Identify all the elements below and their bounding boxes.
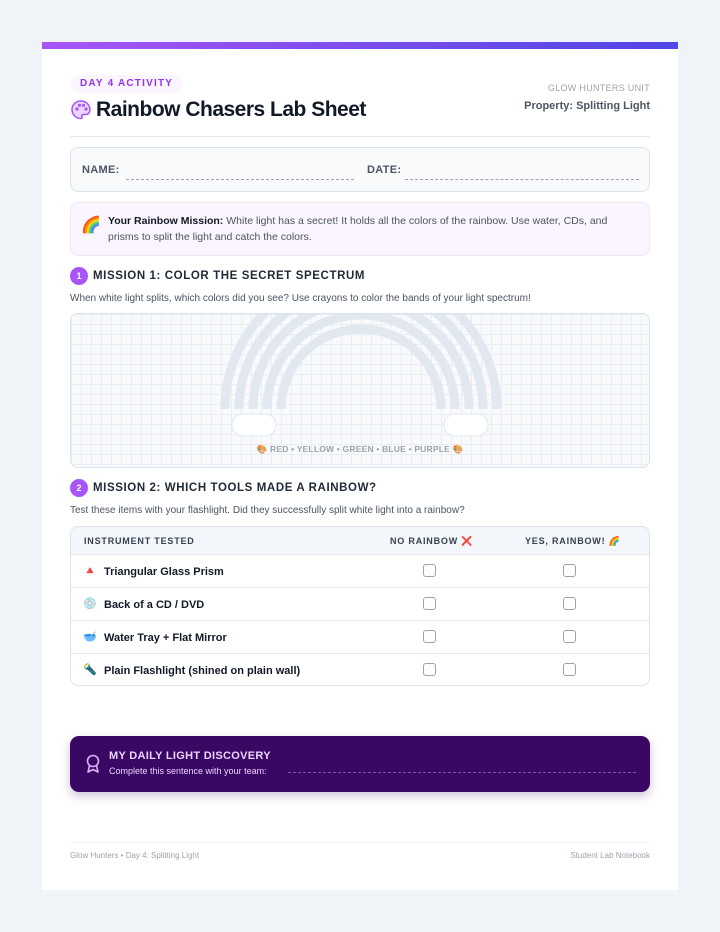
no-rainbow-checkbox[interactable] [423, 630, 436, 643]
no-rainbow-checkbox[interactable] [423, 663, 436, 676]
yes-rainbow-checkbox[interactable] [563, 597, 576, 610]
prism-icon: 🔺 [83, 565, 97, 577]
yes-rainbow-checkbox[interactable] [563, 663, 576, 676]
discovery-subtitle: Complete this sentence with your team: [109, 766, 267, 776]
instrument-table [70, 526, 650, 686]
mission1-number-badge: 1 [70, 267, 88, 285]
top-accent-bar [42, 42, 678, 49]
date-label: DATE: [367, 164, 402, 176]
column-header-yes-rainbow: YES, RAINBOW! 🌈 [525, 536, 621, 546]
water-bowl-icon: 🥣 [83, 631, 97, 643]
mission-intro-lead: Your Rainbow Mission: [108, 215, 224, 227]
name-label: NAME: [82, 164, 120, 176]
table-row [71, 621, 649, 654]
title-row [70, 98, 366, 122]
table-row [71, 588, 649, 621]
mission1-description: When white light splits, which colors did you see? Use crayons to color the bands of your light spectrum! [70, 293, 531, 304]
discovery-answer-field[interactable] [288, 772, 636, 773]
mission-intro-text [108, 213, 633, 245]
table-header [71, 527, 649, 555]
daily-discovery-box [70, 736, 650, 792]
activity-pill: DAY 4 ACTIVITY [70, 75, 183, 93]
mission2-title: MISSION 2: WHICH TOOLS MADE A RAINBOW? [93, 482, 377, 494]
palette-icon [70, 99, 92, 121]
left-cloud [232, 414, 276, 436]
column-header-instrument: INSTRUMENT TESTED [84, 536, 195, 546]
footer-right: Student Lab Notebook [570, 851, 650, 860]
flashlight-icon: 🔦 [83, 664, 97, 676]
instrument-label: Water Tray + Flat Mirror [104, 632, 227, 644]
spectrum-color-caption: 🎨 RED • YELLOW • GREEN • BLUE • PURPLE 🎨 [256, 444, 464, 454]
footer-left: Glow Hunters • Day 4: Splitting Light [70, 851, 200, 860]
page-title: Rainbow Chasers Lab Sheet [96, 98, 366, 121]
mission1-heading [70, 267, 365, 285]
date-field[interactable] [405, 179, 639, 180]
mission1-title: MISSION 1: COLOR THE SECRET SPECTRUM [93, 270, 366, 282]
header-divider [70, 136, 650, 137]
name-field[interactable] [126, 179, 354, 180]
name-date-box [70, 147, 650, 192]
column-header-no-rainbow: NO RAINBOW ❌ [390, 536, 474, 546]
discovery-title: MY DAILY LIGHT DISCOVERY [109, 750, 271, 762]
rainbow-icon: 🌈 [81, 217, 101, 234]
property-label: Property: Splitting Light [524, 100, 650, 112]
instrument-label: Back of a CD / DVD [104, 599, 205, 611]
lab-sheet [42, 42, 678, 890]
spectrum-coloring-area[interactable] [70, 313, 650, 468]
mission-intro-box [70, 202, 650, 256]
cd-icon: 💿 [83, 598, 97, 610]
footer-divider [70, 842, 650, 843]
mission2-heading [70, 479, 377, 497]
yes-rainbow-checkbox[interactable] [563, 630, 576, 643]
mission2-number-badge: 2 [70, 479, 88, 497]
mission-intro-body: White light has a secret! It holds all the colors of the rainbow. Use water, CDs, and prisms to split the light and catch the colors. [108, 215, 608, 243]
no-rainbow-checkbox[interactable] [423, 597, 436, 610]
mission2-description: Test these items with your flashlight. Did they successfully split white light into a rainbow? [70, 505, 465, 516]
no-rainbow-checkbox[interactable] [423, 564, 436, 577]
yes-rainbow-checkbox[interactable] [563, 564, 576, 577]
table-row [71, 555, 649, 588]
instrument-label: Triangular Glass Prism [104, 566, 224, 578]
instrument-label: Plain Flashlight (shined on plain wall) [104, 665, 301, 677]
right-cloud [444, 414, 488, 436]
award-ribbon-icon [85, 754, 101, 774]
table-row [71, 654, 649, 686]
unit-label: GLOW HUNTERS UNIT [547, 83, 650, 93]
